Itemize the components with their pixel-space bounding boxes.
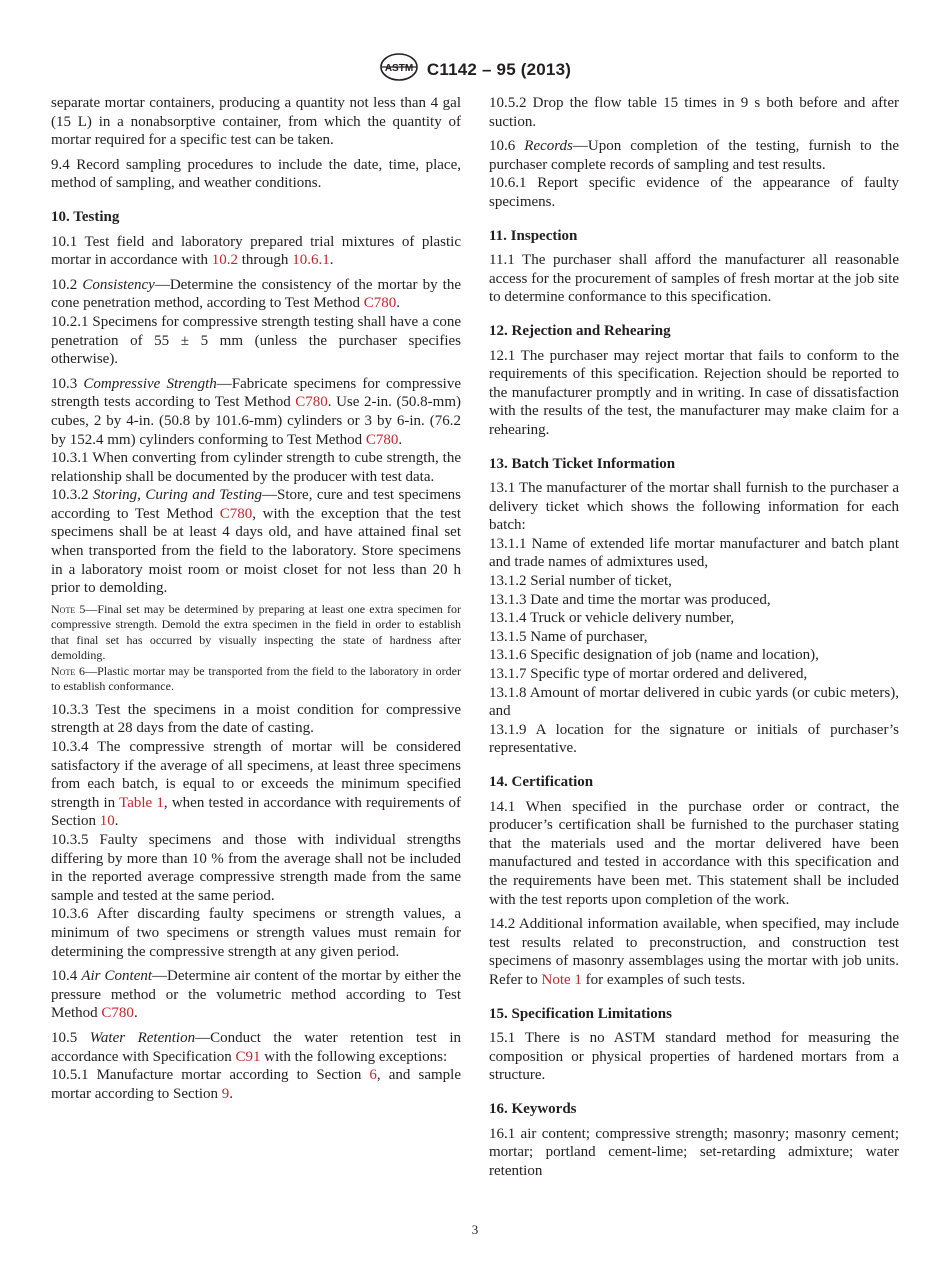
section-heading-14: 14. Certification: [489, 774, 594, 790]
link-section-10[interactable]: 10: [99, 813, 115, 830]
list-item: 13.1.8 Amount of mortar delivered in cubic yards (or cubic meters), and: [489, 684, 899, 720]
paragraph-10-5: 10.5 Water Retention—Conduct the water retention test in accordance with Specification C91 with the following exceptions:: [51, 1029, 461, 1065]
paragraph-10-6: 10.6 Records—Upon completion of the testing, furnish to the purchaser complete records of sampling and test results.: [489, 138, 900, 173]
link-section-6[interactable]: 6: [369, 1067, 377, 1084]
paragraph-12-1: 12.1 The purchaser may reject mortar that fails to conform to the requirements of this specification. Rejection should be reported to the manufacturer promptly and in writing. In case of dissatisfaction with the results of the test, the manufacturer may make claim for a rehearing.: [489, 347, 899, 438]
paragraph-10-3: 10.3 Compressive Strength—Fabricate specimens for compressive strength tests according to Test Method C780. Use 2-in. (50.8-mm) cubes, 2 by 4-in. (50.8 by 101.6-mm) cylinders or 3 by 6-in. (76.2 by 152.4 mm) cylinders conforming to Test Method C780.: [51, 375, 462, 448]
paragraph-10-3-2: 10.3.2 Storing, Curing and Testing—Store, cure and test specimens according to Test Method C780, with the exception that the test specimens shall be at least 4 days old, and have attained final set when transported from the field to the laboratory. Store specimens in a laboratory moist room or moist closet for not less than 20 h prior to demolding.: [51, 487, 462, 597]
list-item: 13.1.1 Name of extended life mortar manufacturer and batch plant and trade names of admixtures used,: [489, 535, 899, 571]
list-item: 13.1.9 A location for the signature or initials of purchaser’s representative.: [489, 721, 899, 757]
link-table-1[interactable]: Table 1: [119, 794, 164, 811]
section-heading-11: 11. Inspection: [489, 227, 578, 244]
paragraph-15-1: 15.1 There is no ASTM standard method for measuring the composition or physical properties of hardened mortars from a structure.: [489, 1030, 899, 1084]
section-heading-12: 12. Rejection and Rehearing: [489, 322, 671, 339]
paragraph-continuation: separate mortar containers, producing a quantity not less than 4 gal (15 L) in a nonabsorptive container, from which the quantity of mortar required for a specific test can be taken.: [51, 95, 461, 149]
paragraph-14-2: 14.2 Additional information available, when specified, may include test results related to preconstruction, and construction test specimens of masonry assemblages using the mortar with job units. Refer to Note 1 for examples of such tests.: [489, 916, 899, 988]
paragraph-10-3-1: 10.3.1 When converting from cylinder strength to cube strength, the relationship shall be documented by the producer with test data.: [51, 450, 461, 485]
note-5: Note 5—Final set may be determined by preparing at least one extra specimen for compressive strength. Demold the extra specimen in the field in order to establish that final set has occurred by visually inspecting the state of hardness after demolding.: [51, 601, 461, 663]
paragraph-10-3-4: 10.3.4 The compressive strength of mortar will be considered satisfactory if the average of all specimens, at least three specimens from each batch, is equal to or exceeds the minimum specified strength in Table 1, when tested in accordance with requirements of Section 10.: [51, 739, 461, 830]
link-c780[interactable]: C780: [295, 394, 328, 411]
list-item: 13.1.7 Specific type of mortar ordered and delivered,: [489, 666, 808, 683]
link-c780[interactable]: C780: [219, 505, 253, 522]
list-item: 13.1.5 Name of purchaser,: [489, 628, 648, 645]
link-10-6-1[interactable]: 10.6.1: [292, 252, 330, 269]
paragraph-10-2: 10.2 Consistency—Determine the consistency of the mortar by the cone penetration method, according to Test Method C780.: [51, 276, 461, 312]
paragraph-10-1: 10.1 Test field and laboratory prepared trial mixtures of plastic mortar in accordance with 10.2 through 10.6.1.: [51, 233, 461, 269]
page-number: 3: [471, 1222, 479, 1237]
paragraph-10-3-6: 10.3.6 After discarding faulty specimens or strength values, a minimum of two specimens or strength values must remain for determining the compressive strength at any given period.: [51, 906, 461, 960]
paragraph-14-1: 14.1 When specified in the purchase order or contract, the producer’s certification shall be furnished to the purchaser stating that the materials used and the mortar delivered have been manufactured and tested in accordance with this specification and the requirements have been met. This statement shall be included with the test reports upon completion of the work.: [489, 798, 899, 908]
section-heading-13: 13. Batch Ticket Information: [489, 455, 676, 472]
paragraph-10-2-1: 10.2.1 Specimens for compressive strength testing shall have a cone penetration of 55 ± 5 mm (unless the purchaser specifies otherwise).: [51, 313, 461, 368]
link-c780[interactable]: C780: [101, 1005, 134, 1022]
section-heading-15: 15. Specification Limitations: [489, 1005, 672, 1022]
link-section-9[interactable]: 9: [221, 1085, 230, 1102]
paragraph-16-1: 16.1 air content; compressive strength; masonry; masonry cement; mortar; portland cement-lime; set-retarding admixture; water retention: [489, 1125, 899, 1179]
logo-text: ASTM: [384, 63, 414, 74]
paragraph-10-4: 10.4 Air Content—Determine air content of the mortar by either the pressure method or the volumetric method according to Test Method C780.: [51, 968, 461, 1022]
list-item: 13.1.2 Serial number of ticket,: [489, 573, 672, 590]
right-column: [489, 94, 899, 1180]
astm-logo-icon: [379, 52, 419, 87]
section-heading-16: 16. Keywords: [489, 1100, 577, 1117]
page-header: [0, 52, 950, 87]
list-item: 13.1.4 Truck or vehicle delivery number,: [489, 610, 735, 627]
link-note-1[interactable]: Note 1: [541, 971, 582, 988]
paragraph-13-1: 13.1 The manufacturer of the mortar shall furnish to the purchaser a delivery ticket which shows the following information for each batch:: [489, 480, 899, 534]
paragraph-11-1: 11.1 The purchaser shall afford the manufacturer all reasonable access for the procurement of samples of fresh mortar at the job site to determine conformance to this specification.: [489, 252, 899, 306]
section-heading-10: 10. Testing: [51, 208, 120, 225]
link-10-2[interactable]: 10.2: [211, 252, 239, 269]
link-c780[interactable]: C780: [365, 431, 399, 448]
list-item: 13.1.3 Date and time the mortar was produced,: [489, 591, 771, 608]
left-column: [51, 94, 461, 1103]
paragraph-10-6-1: 10.6.1 Report specific evidence of the appearance of faulty specimens.: [489, 175, 899, 210]
link-c780[interactable]: C780: [363, 295, 397, 312]
document-designation: C1142 – 95 (2013): [426, 59, 572, 79]
paragraph-10-5-2: 10.5.2 Drop the flow table 15 times in 9 s both before and after suction.: [489, 95, 899, 130]
paragraph-9-4: 9.4 Record sampling procedures to include the date, time, place, method of sampling, and weather conditions.: [51, 156, 461, 192]
note-6: Note 6—Plastic mortar may be transported from the field to the laboratory in order to establish conformance.: [51, 663, 462, 694]
paragraph-10-5-1: 10.5.1 Manufacture mortar according to Section 6, and sample mortar according to Section 9.: [51, 1067, 461, 1102]
list-item: 13.1.6 Specific designation of job (name and location),: [489, 647, 819, 664]
paragraph-10-3-3: 10.3.3 Test the specimens in a moist condition for compressive strength at 28 days from the date of casting.: [51, 701, 461, 737]
link-c91[interactable]: C91: [235, 1048, 261, 1065]
paragraph-10-3-5: 10.3.5 Faulty specimens and those with individual strengths differing by more than 10 % from the average shall not be included in the reported average compressive strength made from the same sample and tested at the same period.: [51, 832, 461, 904]
